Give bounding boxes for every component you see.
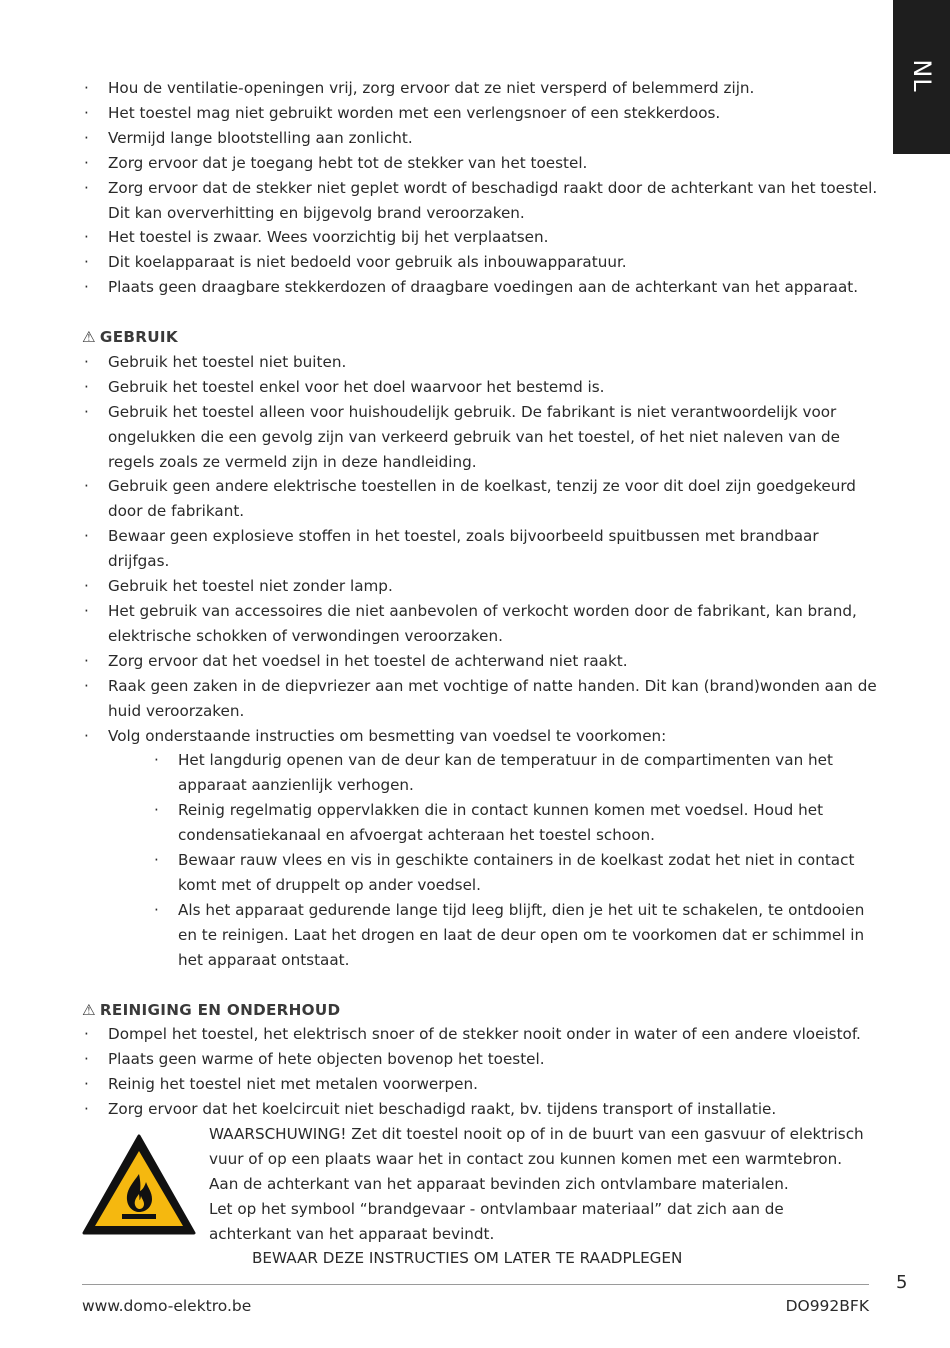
warning-triangle-icon: ⚠ <box>82 328 96 347</box>
warning-triangle-icon: ⚠ <box>82 1000 96 1019</box>
list-item: · Plaats geen warme of hete objecten bovenop het toestel. <box>82 1047 882 1072</box>
list-item: · Raak geen zaken in de diepvriezer aan met vochtige of natte handen. Dit kan (brand)wonden aan de huid veroorzaken. <box>82 674 882 724</box>
sub-list-item: · Reinig regelmatig oppervlakken die in contact kunnen komen met voedsel. Houd het condensatiekanaal en afvoergat achteraan het toestel schoon. <box>152 798 882 848</box>
list-item: · Zorg ervoor dat je toegang hebt tot de stekker van het toestel. <box>82 151 882 176</box>
list-item: · Bewaar geen explosieve stoffen in het toestel, zoals bijvoorbeeld spuitbussen met brandbaar drijfgas. <box>82 524 882 574</box>
food-contamination-sublist <box>82 748 882 972</box>
warning-text <box>209 1122 869 1247</box>
section-title: REINIGING EN ONDERHOUD <box>99 1000 341 1019</box>
list-item: · Gebruik geen andere elektrische toestellen in de koelkast, tenzij ze voor dit doel zijn goedgekeurd door de fabrikant. <box>82 474 882 524</box>
list-item: · Gebruik het toestel alleen voor huishoudelijk gebruik. De fabrikant is niet verantwoordelijk voor ongelukken die een gevolg zijn van verkeerd gebruik van het toestel, of het niet naleven van de regels zoals ze vermeld zijn in deze handleiding. <box>82 400 882 475</box>
list-item: · Gebruik het toestel niet buiten. <box>82 350 882 375</box>
list-item: · Het gebruik van accessoires die niet aanbevolen of verkocht worden door de fabrikant, kan brand, elektrische schokken of verwondingen veroorzaken. <box>82 599 882 649</box>
list-item: · Gebruik het toestel enkel voor het doel waarvoor het bestemd is. <box>82 375 882 400</box>
cleaning-list <box>82 1022 882 1122</box>
list-item: · Dit koelapparaat is niet bedoeld voor gebruik als inbouwapparatuur. <box>82 250 882 275</box>
fire-warning-block <box>82 1122 882 1272</box>
list-item: · Reinig het toestel niet met metalen voorwerpen. <box>82 1072 882 1097</box>
list-item: · Zorg ervoor dat het voedsel in het toestel de achterwand niet raakt. <box>82 649 882 674</box>
section-heading-usage <box>82 325 882 350</box>
flammable-warning-icon <box>82 1134 196 1236</box>
intro-list <box>82 76 882 300</box>
page-number: 5 <box>896 1272 908 1293</box>
list-item: · Gebruik het toestel niet zonder lamp. <box>82 574 882 599</box>
footer-divider <box>82 1284 869 1285</box>
warning-paragraph: Let op het symbool “brandgevaar - ontvlambaar materiaal” dat zich aan de achterkant van het apparaat bevindt. <box>209 1199 784 1243</box>
sub-list-item: · Als het apparaat gedurende lange tijd leeg blijft, dien je het uit te schakelen, te ontdooien en te reinigen. Laat het drogen en laat de deur open om te voorkomen dat er schimmel in het apparaat ontstaat. <box>152 898 882 973</box>
list-item: · Dompel het toestel, het elektrisch snoer of de stekker nooit onder in water of een andere vloeistof. <box>82 1022 882 1047</box>
sub-list-item: · Het langdurig openen van de deur kan de temperatuur in de compartimenten van het apparaat aanzienlijk verhogen. <box>152 748 882 798</box>
language-tab <box>893 0 950 154</box>
list-item: · Plaats geen draagbare stekkerdozen of draagbare voedingen aan de achterkant van het apparaat. <box>82 275 882 300</box>
list-item: · Het toestel is zwaar. Wees voorzichtig bij het verplaatsen. <box>82 225 882 250</box>
language-tab-label: NL <box>907 59 936 93</box>
section-heading-cleaning <box>82 998 882 1023</box>
page-content <box>82 76 882 1122</box>
footer-website: www.domo-elektro.be <box>82 1297 252 1315</box>
list-item: · Hou de ventilatie-openingen vrij, zorg ervoor dat ze niet versperd of belemmerd zijn. <box>82 76 882 101</box>
sub-list-item: · Bewaar rauw vlees en vis in geschikte containers in de koelkast zodat het niet in contact komt met of druppelt op ander voedsel. <box>152 848 882 898</box>
list-item: · Het toestel mag niet gebruikt worden met een verlengsnoer of een stekkerdoos. <box>82 101 882 126</box>
list-item: · Vermijd lange blootstelling aan zonlicht. <box>82 126 882 151</box>
section-title: GEBRUIK <box>99 328 178 347</box>
list-item: · Zorg ervoor dat het koelcircuit niet beschadigd raakt, bv. tijdens transport of installatie. <box>82 1097 882 1122</box>
list-item: · Volg onderstaande instructies om besmetting van voedsel te voorkomen: <box>82 724 882 749</box>
list-item: · Zorg ervoor dat de stekker niet geplet wordt of beschadigd raakt door de achterkant van het toestel. Dit kan oververhitting en bijgevolg brand veroorzaken. <box>82 176 882 226</box>
keep-instructions-note: BEWAAR DEZE INSTRUCTIES OM LATER TE RAADPLEGEN <box>252 1249 683 1267</box>
usage-list <box>82 350 882 749</box>
footer-model: DO992BFK <box>785 1297 869 1315</box>
warning-paragraph: WAARSCHUWING! Zet dit toestel nooit op of in de buurt van een gasvuur of elektrisch vuur of op een plaats waar het in contact zou kunnen komen met een warmtebron. Aan de achterkant van het apparaat bevinden zich ontvlambare materialen. <box>209 1125 864 1193</box>
